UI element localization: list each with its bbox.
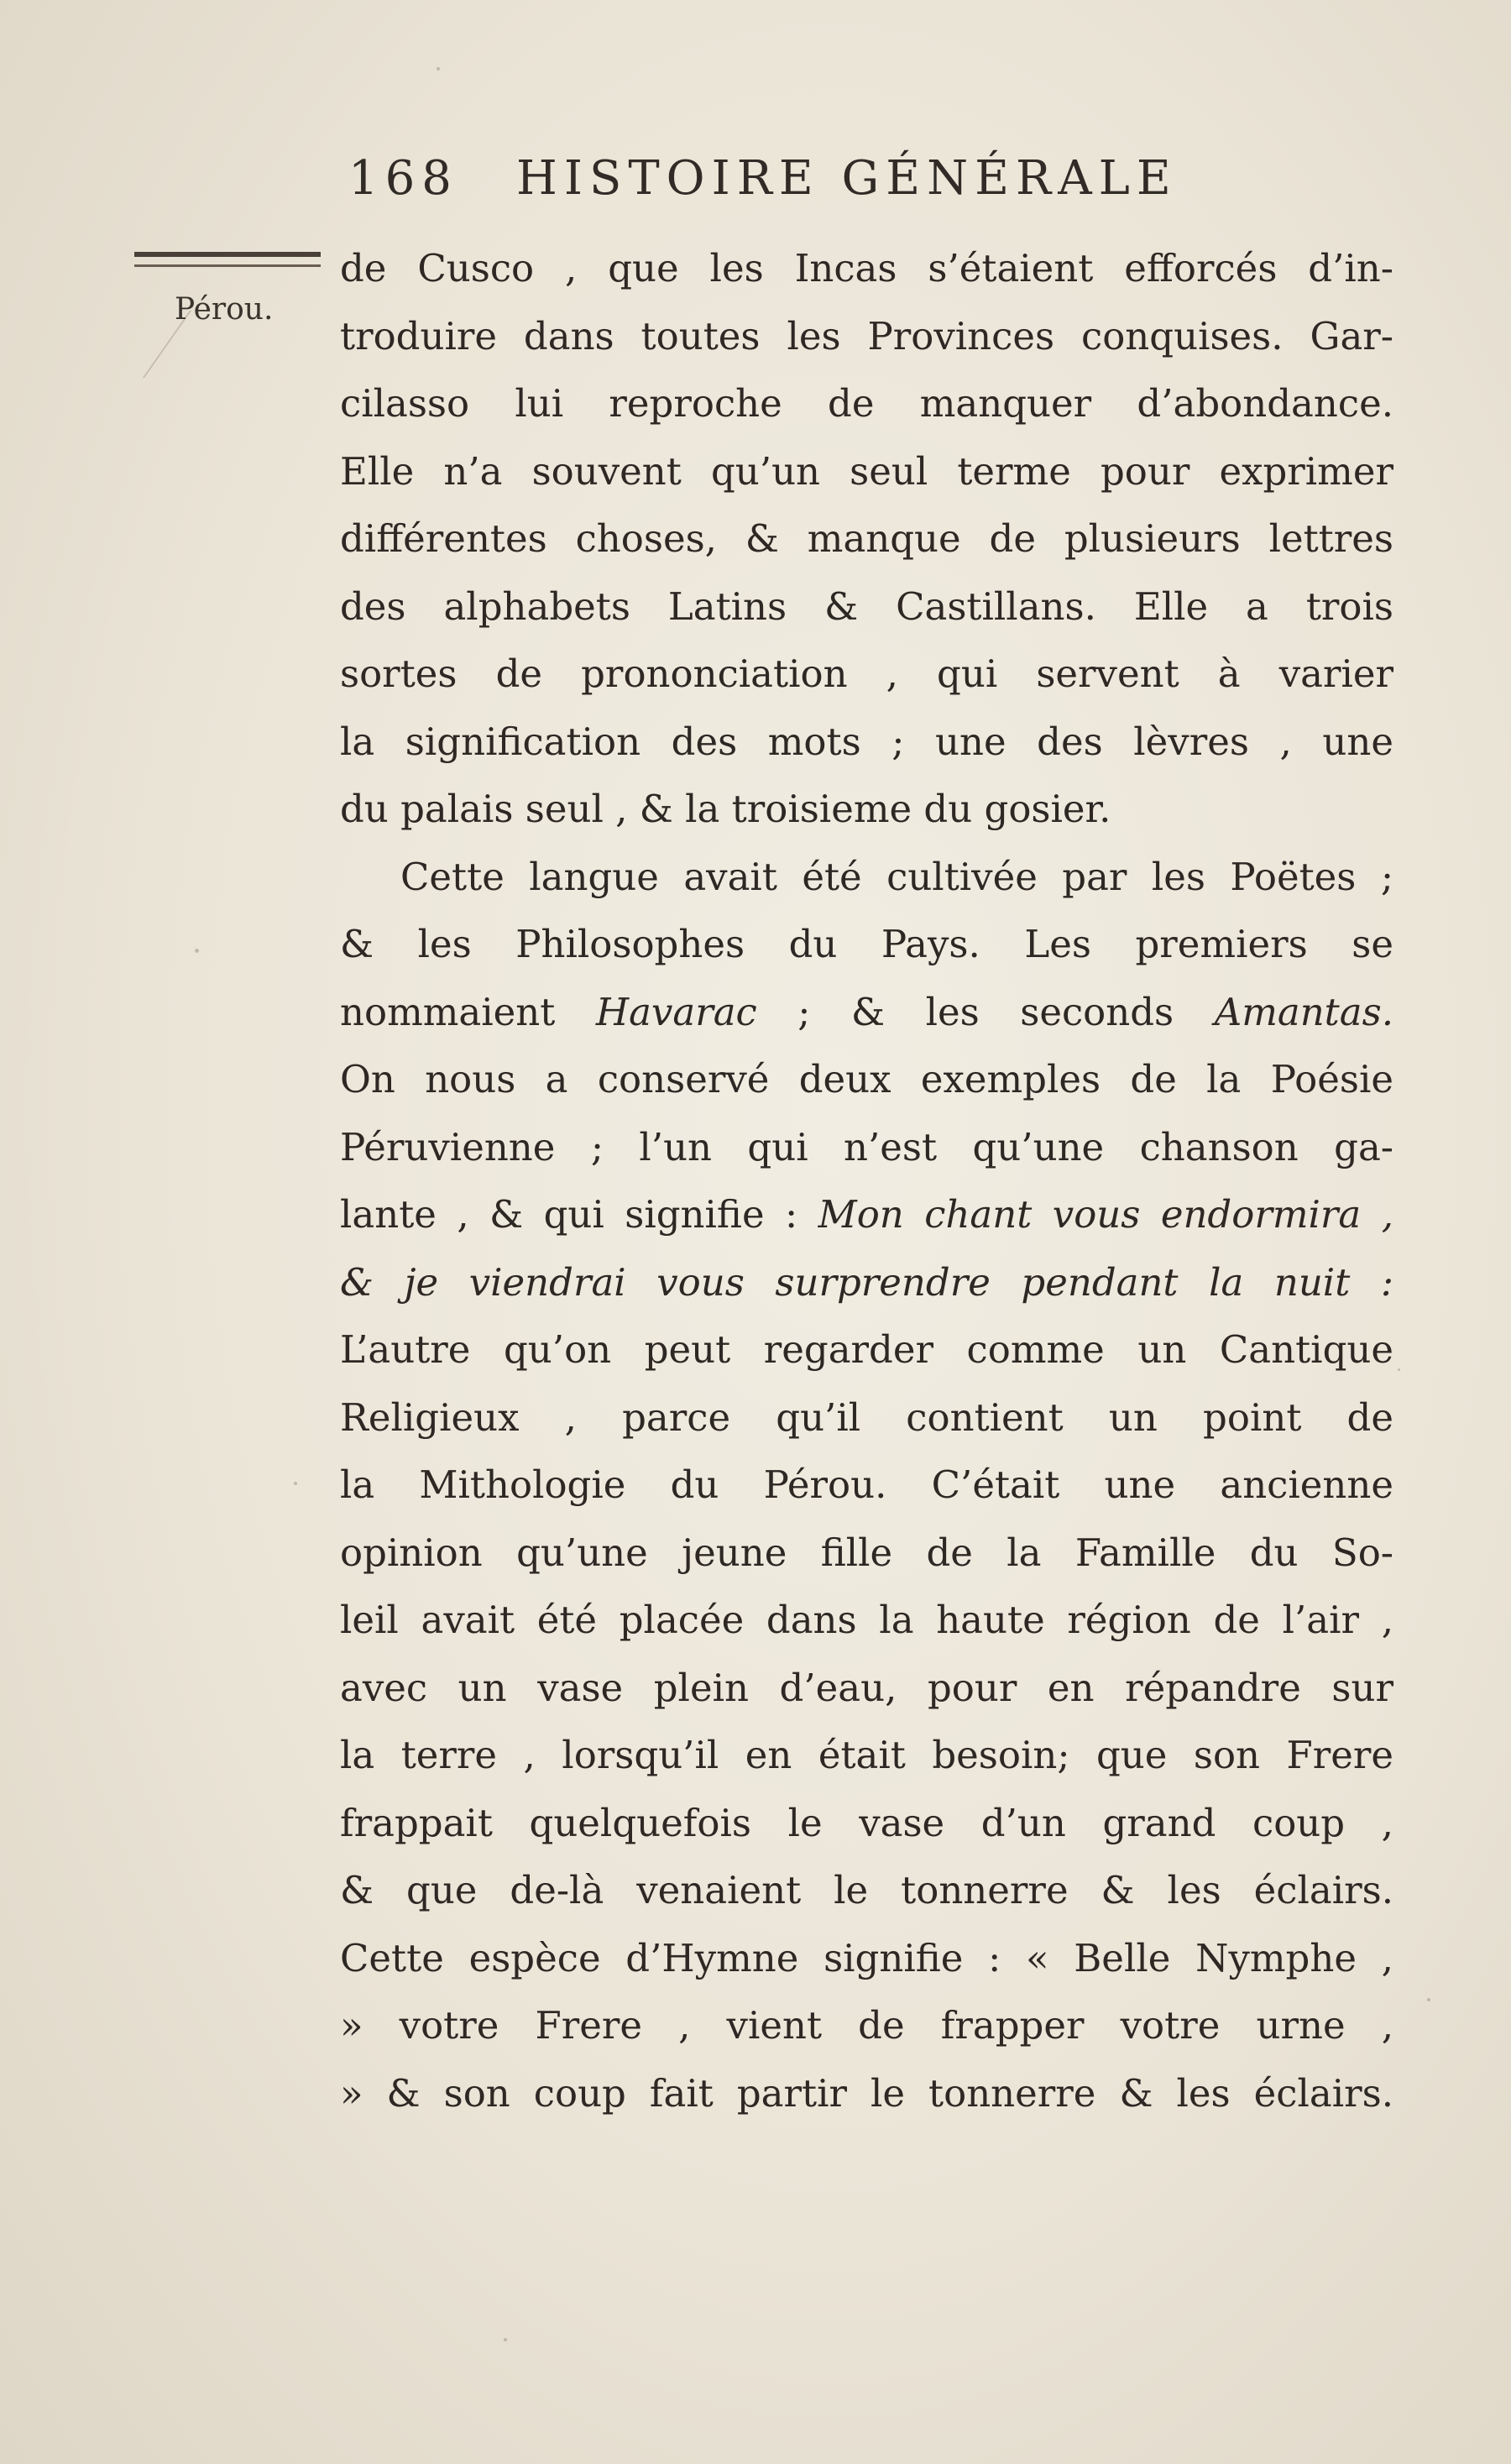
paper-speck [1398, 1368, 1400, 1371]
text-line: la terre , lorsqu’il en était besoin; que son Frere [340, 1733, 1393, 1777]
text-line: des alphabets Latins & Castillans. Elle a trois [340, 583, 1393, 629]
text-line: Cette langue avait été cultivée par les Poëtes ; [400, 854, 1393, 899]
text-line: Elle n’a souvent qu’un seul terme pour exprimer [340, 448, 1393, 494]
text-line: & que de-là venaient le tonnerre & les éclairs. [340, 1868, 1393, 1912]
text-line: Cette espèce d’Hymne signifie : « Belle Nymphe , [340, 1935, 1393, 1980]
text-line: Péruvienne ; l’un qui n’est qu’une chanson ga- [340, 1124, 1393, 1169]
paper-speck [195, 949, 199, 953]
body-text [340, 235, 1393, 2127]
paper-speck [504, 2338, 507, 2341]
text-line: leil avait été placée dans la haute région de l’air , [340, 1598, 1393, 1642]
text-line: cilasso lui reproche de manquer d’abondance. [340, 381, 1393, 426]
text-line: de Cusco , que les Incas s’étaient efforcés d’in- [340, 246, 1393, 290]
text-line: L’autre qu’on peut regarder comme un Cantique [340, 1327, 1393, 1372]
paper-speck [437, 67, 440, 71]
italic-term-amantas: Amantas. [1214, 989, 1393, 1034]
text-line: troduire dans toutes les Provinces conquises. Gar- [340, 313, 1393, 358]
text-line: du palais seul , & la troisieme du gosier. [340, 787, 1111, 831]
margin-rule-mark [134, 252, 321, 267]
text-line-mixed [340, 979, 1393, 1047]
text-line: » votre Frere , vient de frapper votre urne , [340, 2003, 1393, 2048]
text-line: opinion qu’une jeune fille de la Famille du So- [340, 1530, 1393, 1575]
running-title: HISTOIRE GÉNÉRALE [516, 151, 1178, 206]
text-line: frappait quelquefois le vase d’un grand coup , [340, 1800, 1393, 1845]
text-line: avec un vase plein d’eau, pour en répandre sur [340, 1665, 1393, 1710]
italic-quote: Mon chant vous endormira , [818, 1192, 1393, 1237]
text-line: Religieux , parce qu’il contient un point de [340, 1394, 1393, 1440]
text-line: » & son coup fait partir le tonnerre & les éclairs. [340, 2070, 1393, 2116]
paper-speck [294, 1482, 297, 1485]
text-line: & les Philosophes du Pays. Les premiers se [340, 922, 1393, 966]
text-line: différentes choses, & manque de plusieurs lettres [340, 516, 1393, 561]
paper-speck [1427, 1998, 1430, 2001]
text-line: la Mithologie du Pérou. C’était une ancienne [340, 1462, 1393, 1507]
page-number: 168 [348, 151, 458, 206]
running-head [348, 151, 1251, 218]
text-fragment: lante , & qui signifie : [340, 1192, 818, 1237]
text-line: On nous a conservé deux exemples de la Poésie [340, 1057, 1393, 1101]
margin-note: Pérou. [175, 292, 274, 327]
text-line-mixed [340, 1181, 1393, 1249]
text-fragment: ; & les seconds [756, 989, 1215, 1034]
text-line: sortes de prononciation , qui servent à varier [340, 651, 1393, 696]
italic-quote-line: & je viendrai vous surprendre pendant la nuit : [340, 1259, 1393, 1305]
italic-term-havarac: Havarac [595, 989, 757, 1034]
text-line: la signification des mots ; une des lèvres , une [340, 719, 1393, 764]
text-fragment: nommaient [340, 989, 596, 1034]
